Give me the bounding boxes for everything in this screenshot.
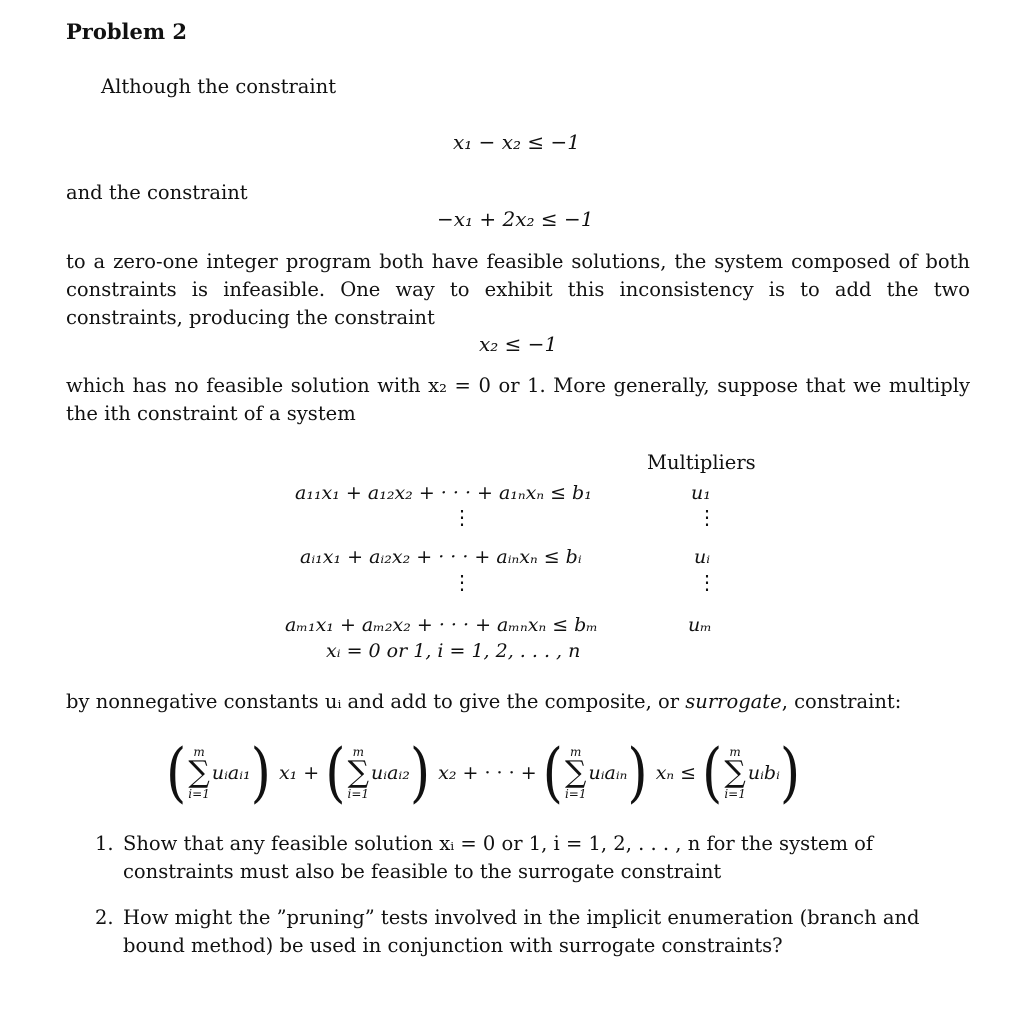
vdots: ⋮ — [452, 570, 472, 594]
question-item: 2. How might the ”pruning” tests involved in the implicit enumeration (branch and bound method) be used in conjunction with surrogate constraints? — [95, 906, 920, 957]
paragraph-1: to a zero-one integer program both have feasible solutions, the system composed of both constraints is infeasible. One way to exhibit this inconsistency is to add the two constraints, producing the constraint — [66, 250, 970, 329]
term-1: uᵢaᵢ₁ — [211, 762, 251, 784]
multiplier-um: uₘ — [688, 614, 712, 636]
problem-title: Problem 2 — [66, 19, 188, 44]
equation-1: x₁ − x₂ ≤ −1 — [453, 130, 581, 154]
system-row-1: a₁₁x₁ + a₁₂x₂ + · · · + a₁ₙxₙ ≤ b₁ — [295, 482, 592, 504]
system-binary-constraint: xᵢ = 0 or 1, i = 1, 2, . . . , n — [326, 640, 581, 662]
question-item: 1. Show that any feasible solution xᵢ = 0 or 1, i = 1, 2, . . . , n for the system of constraints must also be feasible to the surrogate constraint — [95, 832, 874, 883]
multiplier-u1: u₁ — [691, 482, 711, 504]
paragraph-2: which has no feasible solution with x₂ = 0 or 1. More generally, suppose that we multiply the ith constraint of a system — [66, 374, 970, 425]
system-row-i: aᵢ₁x₁ + aᵢ₂x₂ + · · · + aᵢₙxₙ ≤ bᵢ — [300, 546, 582, 568]
vdots: ⋮ — [697, 570, 717, 594]
term-2: uᵢaᵢ₂ — [371, 762, 410, 784]
paragraph-3: by nonnegative constants uᵢ and add to give the composite, or surrogate, constraint: — [66, 690, 902, 713]
multipliers-header: Multipliers — [647, 451, 756, 474]
term-n: uᵢaᵢₙ — [588, 762, 628, 784]
rhs-term: uᵢbᵢ — [747, 762, 780, 784]
vdots: ⋮ — [697, 505, 717, 529]
system-row-m: aₘ₁x₁ + aₘ₂x₂ + · · · + aₘₙxₙ ≤ bₘ — [285, 614, 598, 636]
multiplier-ui: uᵢ — [694, 546, 711, 568]
equation-3: x₂ ≤ −1 — [479, 332, 558, 356]
var-x2: x₂ — [438, 762, 457, 784]
var-xn: xₙ — [655, 762, 675, 784]
question-list — [95, 830, 971, 978]
surrogate-constraint: ( m ∑ i=1 uᵢaᵢ₁ ) x₁ + ( m ∑ i=1 uᵢaᵢ₂ ) x₂ + · · · + ( m ∑ i=1 uᵢaᵢₙ ) xₙ ≤ ( m ∑ i=1 uᵢbᵢ ) — [166, 735, 801, 811]
var-x1: x₁ — [278, 762, 298, 784]
vdots: ⋮ — [452, 505, 472, 529]
and-text: and the constraint — [66, 181, 248, 204]
intro-text: Although the constraint — [101, 75, 337, 98]
equation-2: −x₁ + 2x₂ ≤ −1 — [437, 207, 594, 231]
